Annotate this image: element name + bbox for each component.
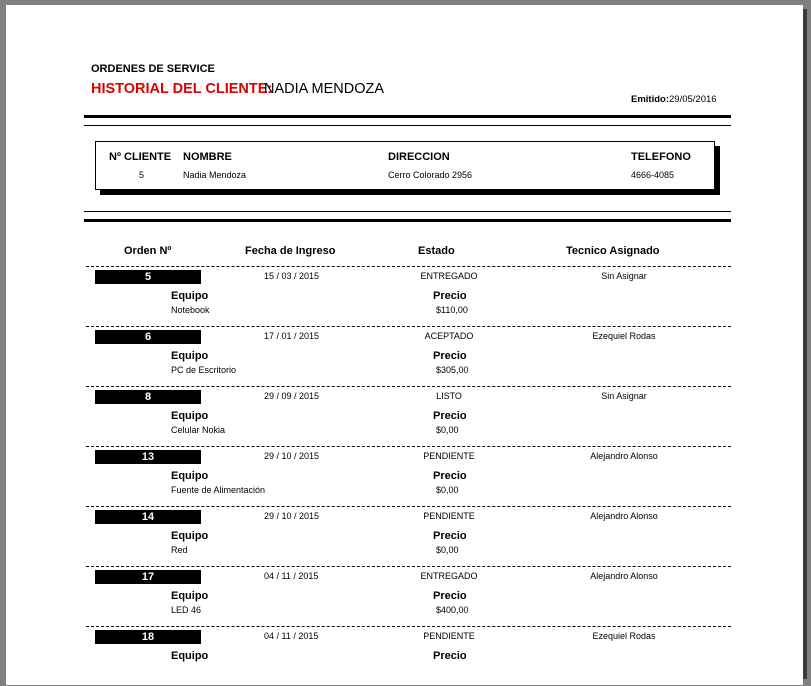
row-separator — [86, 566, 731, 567]
order-status: PENDIENTE — [423, 631, 475, 641]
price-label: Precio — [433, 350, 467, 362]
page-shadow — [803, 9, 807, 679]
order-technician: Ezequiel Rodas — [592, 631, 656, 641]
price-label: Precio — [433, 590, 467, 602]
equipment-value: Celular Nokia — [171, 425, 226, 435]
client-number-header: Nº CLIENTE — [109, 151, 172, 163]
order-technician: Ezequiel Rodas — [592, 331, 656, 341]
equipment-label: Equipo — [171, 350, 209, 362]
row-separator — [86, 626, 731, 627]
order-row — [84, 566, 731, 626]
row-separator — [86, 506, 731, 507]
order-status: ENTREGADO — [420, 271, 478, 281]
row-separator — [86, 446, 731, 447]
client-name-header: NADIA MENDOZA — [264, 81, 385, 97]
client-phone: 4666-4085 — [631, 170, 675, 180]
order-date: 29 / 10 / 2015 — [264, 451, 320, 461]
price-value: $0,00 — [436, 425, 459, 435]
order-technician: Alejandro Alonso — [590, 511, 658, 521]
order-technician: Alejandro Alonso — [590, 451, 658, 461]
order-row — [84, 386, 731, 446]
order-row — [84, 266, 731, 326]
client-number: 5 — [139, 170, 145, 180]
order-status: PENDIENTE — [423, 511, 475, 521]
report-page — [6, 5, 803, 685]
price-value: $400,00 — [436, 605, 469, 615]
order-row — [84, 446, 731, 506]
equipment-label: Equipo — [171, 650, 209, 662]
order-technician: Sin Asignar — [601, 391, 647, 401]
equipment-value: PC de Escritorio — [171, 365, 237, 375]
emitted-label: Emitido: — [631, 94, 669, 105]
report-title: ORDENES DE SERVICE — [91, 63, 215, 75]
client-address: Cerro Colorado 2956 — [388, 170, 473, 180]
row-separator — [86, 326, 731, 327]
row-separator — [86, 266, 731, 267]
order-number: 13 — [95, 450, 201, 464]
order-status: LISTO — [436, 391, 462, 401]
equipment-label: Equipo — [171, 530, 209, 542]
emitted-date — [631, 94, 717, 105]
order-date: 17 / 01 / 2015 — [264, 331, 320, 341]
order-number: 5 — [95, 270, 201, 284]
column-header-technician: Tecnico Asignado — [566, 245, 660, 257]
equipment-label: Equipo — [171, 290, 209, 302]
order-number: 14 — [95, 510, 201, 524]
order-date: 04 / 11 / 2015 — [264, 571, 319, 581]
divider — [84, 219, 731, 222]
price-label: Precio — [433, 470, 467, 482]
price-value: $0,00 — [436, 485, 459, 495]
divider — [84, 211, 731, 212]
price-label: Precio — [433, 410, 467, 422]
order-date: 04 / 11 / 2015 — [264, 631, 319, 641]
order-number: 18 — [95, 630, 201, 644]
equipment-value: LED 46 — [171, 605, 202, 615]
emitted-value: 29/05/2016 — [669, 94, 717, 105]
client-name-header-col: NOMBRE — [183, 151, 232, 163]
price-value: $0,00 — [436, 545, 459, 555]
order-technician: Sin Asignar — [601, 271, 647, 281]
column-header-order: Orden Nº — [124, 245, 172, 257]
price-label: Precio — [433, 650, 467, 662]
order-status: ENTREGADO — [420, 571, 478, 581]
order-row — [84, 506, 731, 566]
column-header-date: Fecha de Ingreso — [245, 245, 336, 257]
price-label: Precio — [433, 530, 467, 542]
order-date: 15 / 03 / 2015 — [264, 271, 320, 281]
client-name: Nadia Mendoza — [183, 170, 247, 180]
row-separator — [86, 386, 731, 387]
column-header-status: Estado — [418, 245, 455, 257]
order-date: 29 / 10 / 2015 — [264, 511, 320, 521]
equipment-label: Equipo — [171, 470, 209, 482]
order-row — [84, 326, 731, 386]
price-label: Precio — [433, 290, 467, 302]
order-date: 29 / 09 / 2015 — [264, 391, 320, 401]
client-phone-header: TELEFONO — [631, 151, 691, 163]
equipment-value: Fuente de Alimentación — [171, 485, 266, 495]
price-value: $110,00 — [436, 305, 468, 315]
price-value: $305,00 — [436, 365, 469, 375]
order-row — [84, 626, 731, 686]
history-label: HISTORIAL DEL CLIENTE: — [91, 81, 273, 97]
client-info-box — [95, 141, 715, 190]
order-status: PENDIENTE — [423, 451, 475, 461]
equipment-label: Equipo — [171, 590, 209, 602]
order-number: 8 — [95, 390, 201, 404]
order-technician: Alejandro Alonso — [590, 571, 658, 581]
equipment-label: Equipo — [171, 410, 209, 422]
divider — [84, 125, 731, 126]
order-number: 6 — [95, 330, 201, 344]
client-address-header: DIRECCION — [388, 151, 450, 163]
divider — [84, 115, 731, 118]
order-status: ACEPTADO — [424, 331, 474, 341]
order-number: 17 — [95, 570, 201, 584]
equipment-value: Notebook — [171, 305, 210, 315]
equipment-value: Red — [171, 545, 188, 555]
